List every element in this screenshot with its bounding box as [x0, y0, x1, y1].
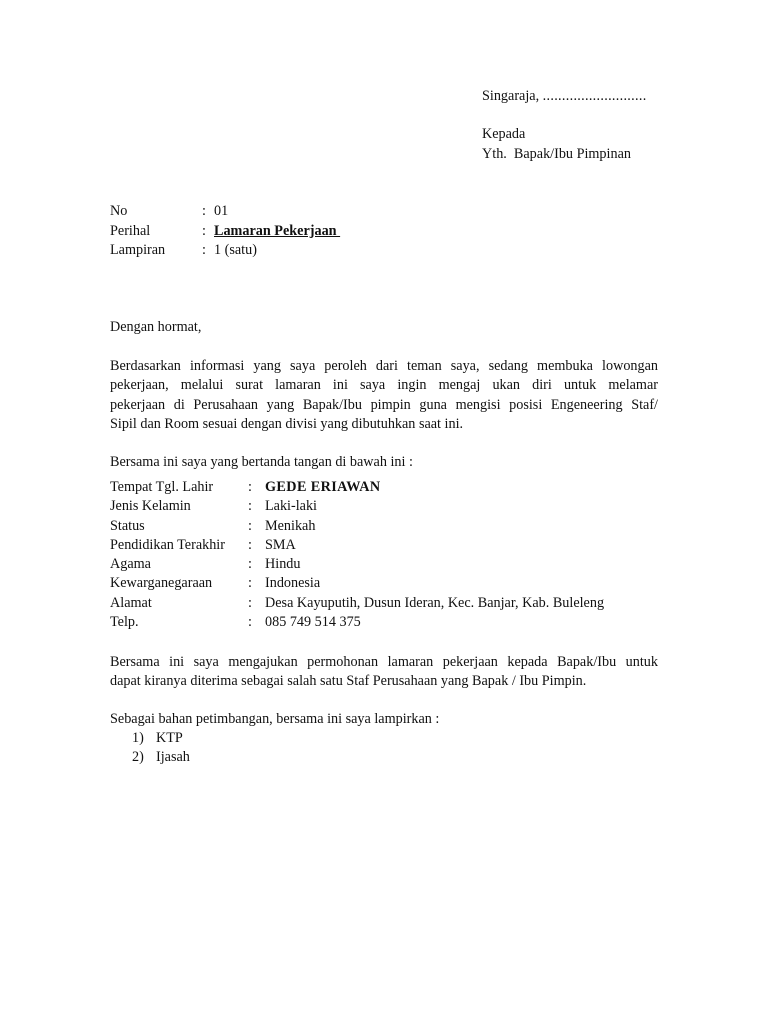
- applicant-field-value: Laki-laki: [265, 498, 317, 514]
- attachment-text: KTP: [156, 730, 183, 746]
- place-date-line: [482, 88, 647, 105]
- applicant-field-value: Indonesia: [265, 575, 321, 591]
- date-placeholder: ...........................: [542, 88, 647, 104]
- applicant-colon: :: [248, 556, 252, 572]
- reference-colon: :: [202, 242, 206, 258]
- applicant-colon: :: [248, 575, 252, 591]
- applicant-field-label: Agama: [110, 556, 151, 572]
- paragraph-line: Berdasarkan informasi yang saya peroleh dari teman saya, sedang membuka lowongan: [110, 358, 658, 374]
- applicant-field-label: Alamat: [110, 595, 152, 611]
- applicant-field-value: Hindu: [265, 556, 301, 572]
- applicant-intro: Bersama ini saya yang bertanda tangan di bawah ini :: [110, 454, 413, 470]
- applicant-field-label: Kewarganegaraan: [110, 575, 213, 591]
- opening-paragraph: [110, 357, 658, 434]
- reference-value: 1 (satu): [214, 242, 257, 258]
- attachment-number: 2): [132, 749, 144, 765]
- subject-value: Lamaran Pekerjaan: [214, 223, 341, 239]
- applicant-colon: :: [248, 595, 252, 611]
- place-text: Singaraja,: [482, 88, 540, 104]
- request-paragraph: [110, 653, 658, 692]
- salutation: Dengan hormat,: [110, 319, 202, 335]
- applicant-field-value: Desa Kayuputih, Dusun Ideran, Kec. Banjar, Kab. Buleleng: [265, 595, 605, 611]
- recipient-label: Kepada: [482, 126, 526, 142]
- applicant-field-label: Status: [110, 518, 145, 534]
- reference-colon: :: [202, 203, 206, 219]
- applicant-field-label: Jenis Kelamin: [110, 498, 191, 514]
- reference-key: Perihal: [110, 223, 151, 239]
- applicant-field-label: Pendidikan Terakhir: [110, 537, 225, 553]
- reference-colon: :: [202, 223, 206, 239]
- applicant-name: GEDE ERIAWAN: [265, 479, 381, 495]
- applicant-field-label: Tempat Tgl. Lahir: [110, 479, 214, 495]
- reference-key: No: [110, 203, 128, 219]
- applicant-colon: :: [248, 498, 252, 514]
- attachment-text: Ijasah: [156, 749, 190, 765]
- attachments-intro: Sebagai bahan petimbangan, bersama ini saya lampirkan :: [110, 711, 440, 727]
- paragraph-line: Sipil dan Room sesuai dengan divisi yang dibutuhkan saat ini.: [110, 415, 464, 432]
- applicant-field-value: SMA: [265, 537, 296, 553]
- recipient-name: Yth. Bapak/Ibu Pimpinan: [482, 146, 631, 162]
- paragraph-line: pekerjaan di Perusahaan yang Bapak/Ibu pimpin guna mengisi posisi Engeneering Staf/: [110, 396, 658, 413]
- paragraph-line: pekerjaan, melalui surat lamaran ini saya ingin mengaj ukan diri untuk melamar: [110, 377, 658, 394]
- applicant-colon: :: [248, 537, 252, 553]
- reference-key: Lampiran: [110, 242, 166, 258]
- applicant-field-value: Menikah: [265, 518, 316, 534]
- reference-value: 01: [214, 203, 229, 219]
- attachment-number: 1): [132, 730, 144, 746]
- applicant-field-value: 085 749 514 375: [265, 614, 361, 630]
- applicant-field-label: Telp.: [110, 614, 139, 630]
- applicant-colon: :: [248, 614, 252, 630]
- applicant-colon: :: [248, 479, 252, 495]
- applicant-colon: :: [248, 518, 252, 534]
- paragraph-line: Bersama ini saya mengajukan permohonan lamaran pekerjaan kepada Bapak/Ibu untuk: [110, 654, 658, 670]
- paragraph-line: dapat kiranya diterima sebagai salah satu Staf Perusahaan yang Bapak / Ibu Pimpin.: [110, 673, 587, 690]
